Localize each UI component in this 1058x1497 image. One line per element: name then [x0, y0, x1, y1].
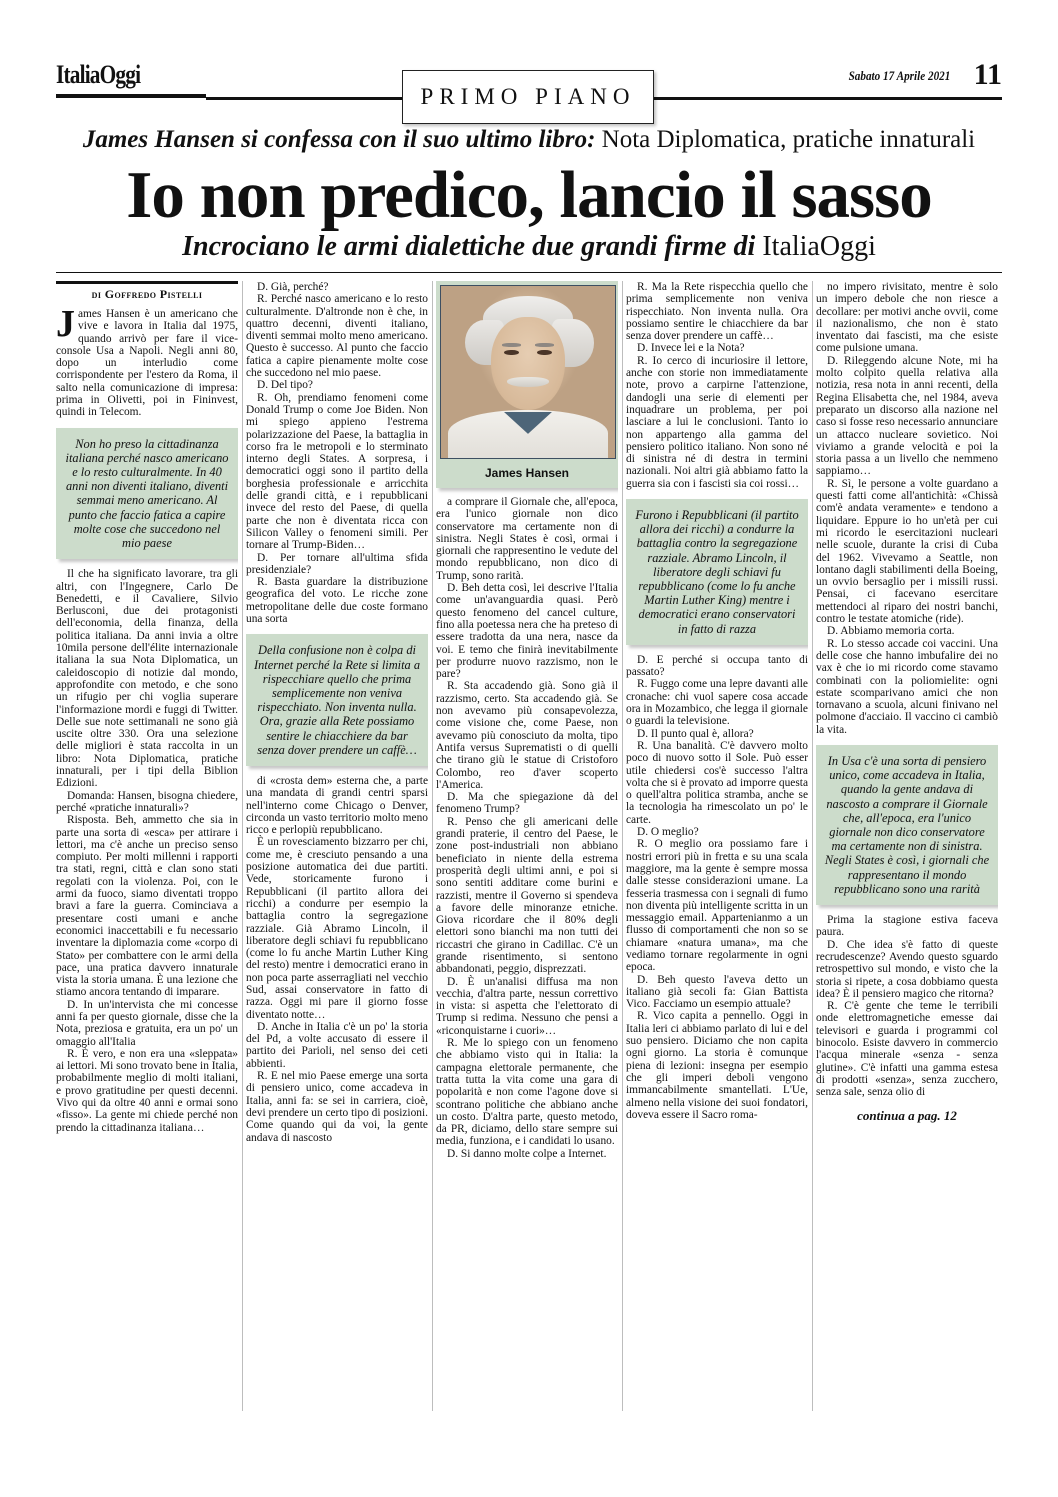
paragraph: R. Penso che gli americani delle grandi praterie, il centro del Paese, le zone post-industriali non abbiano beneficiato in niente della estrema prosperità degli ultimi anni, e poi si sono sentiti additare come burini e razzisti, mentre il Governo si spendeva a favore delle minoranze etniche. Giova ricordare che il 80% degli elettori sono bianchi ma non tutti dei riccastri che girano in Cadillac. C'è un grande risentimento, si sentono abbandonati, peggio, disprezzati. — [436, 815, 618, 976]
paragraph: R. È vero, e non era una «sleppata» ai lettori. Mi sono trovato bene in Italia, probabilmente meglio di molti italiani, e provo gratitudine per questi decenni. Vivo qui da oltre 40 anni e ormai sono «fisso». La gente mi chiede perché non prendo la cittadinanza italiana… — [56, 1047, 238, 1134]
byline-rule — [56, 281, 238, 284]
paragraph: Il che ha significato lavorare, tra gli altri, con l'Ingegnere, Carlo De Benedetti, e il Cavaliere, Silvio Berlusconi, due dei protagonisti dell'economia, della finanza, della politica italiana. Da anni invia a oltre 10mila persone dell'élite internazionale italiana la sua Nota Diplomatica, un caleidoscopio di notizie dal mondo, approfondite con metodo, e che sono un rifugio per chi voglia superare l'informazione mordi e fuggi di Twitter. Delle sue note settimanali ne sono già uscite oltre 330. Ora una selezione delle migliori è stata raccolta in un libro: Nota Diplomatica, pratiche innaturali, per i tipi della Biblion Edizioni. — [56, 568, 238, 790]
paragraph: D. Ma che spiegazione dà del fenomeno Trump? — [436, 791, 618, 816]
column-5 — [816, 281, 998, 1411]
paragraph: È un rovesciamento bizzarro per chi, come me, è cresciuto pensando a una posizione automatica dei due partiti. Vede, storicamente furono i Repubblicani (il partito allora dei ricchi) a condurre per esempio la battaglia contro la segregazione razziale. Già Abramo Lincoln, il liberatore degli schiavi fu repubblicano (come lo fu anche Martin Luther King del resto) mentre i democratici erano in non poca parte asserragliati nel vecchio Sud, assai conservatore in fatto di razza. Oggi mi pare il giorno fosse diventato notte… — [246, 836, 428, 1021]
pullquote-1: Non ho preso la cittadinanza italiana perché nasco americano e lo resto culturalmente. In 40 anni non diventi italiano, diventi semmai meno americano. Al punto che faccio fatica a capire molte cose che succedono nel mio paese — [56, 428, 238, 560]
paragraph: R. Lo stesso accade coi vaccini. Una delle cose che hanno imbufalire dei no vax è che io mi ricordo come stavamo combinati con la poliomielite: ogni estate scomparivano amici che non tornavano a scuola, alcuni finivano nel polmone d'acciaio. Il vaccino ci cambiò la vita. — [816, 637, 998, 736]
paragraph: D. Anche in Italia c'è un po' la storia del Pd, a volte accusato di essere il partito dei Parioli, nel senso dei ceti abbienti. — [246, 1020, 428, 1070]
logo-underline — [56, 94, 206, 98]
paragraph: D. E perché si occupa tanto di passato? — [626, 653, 808, 679]
section-kicker-label: PRIMO PIANO — [420, 84, 636, 109]
overline — [56, 126, 1002, 154]
pullquote-4: In Usa c'è una sorta di pensiero unico, come accadeva in Italia, quando la gente andava di nascosto a comprare il Giornale che, all'epoca, era l'unico giornale non dico conservatore ma certamente non di sinistra. Negli States è così, i giornali che rappresentano il mondo repubblicano sono una rarità — [816, 745, 998, 905]
paragraph: R. Me lo spiego con un fenomeno che abbiamo visto qui in Italia: la campagna elettorale permanente, che tratta tutta la vita come una gara di popolarità e non come l'agone dove si scontrano politiche che abbiano anche un costo. D'altra parte, questo metodo, da PR, diciamo, dello stare sempre sui media, funziona, e i candidati lo usano. — [436, 1037, 618, 1148]
column-4 — [626, 281, 808, 1411]
date-underline — [836, 97, 1002, 100]
paragraph: D. Abbiamo memoria corta. — [827, 625, 955, 638]
photo-caption: James Hansen — [440, 459, 614, 488]
paragraph: R. Una banalità. C'è davvero molto poco di nuovo sotto il Sole. Può esser utile chiedersi cos'è successo l'altra volta che si è provato ad imporre questa o quell'altra politica stramba, anche se la tecnologia ha rimescolato un po' le carte. — [626, 739, 808, 826]
paragraph: no impero rivisitato, mentre è solo un impero debole che non riesce a decollare: per motivi anche ovvii, come il nazionalismo, che non è stato inventato dai fascisti, ma che esiste come pulsione umana. — [816, 281, 998, 355]
column-1 — [56, 281, 238, 1411]
column-3 — [436, 281, 618, 1411]
paragraph: D. Il punto qual è, allora? — [637, 727, 754, 740]
overline-plain: Nota Diplomatica, pratiche innaturali — [595, 126, 976, 153]
paragraph: Prima la stagione estiva faceva paura. — [816, 914, 998, 939]
paragraph: D. Beh questo l'aveva detto un italiano già secoli fa: Gian Battista Vico. Facciamo un esempio attuale? — [626, 973, 808, 1011]
paragraph: D. In un'intervista che mi concesse anni fa per questo giornale, disse che la Nota, preziosa e gratuita, era un po' un omaggio all'Italia — [56, 998, 238, 1048]
publication-date: Sabato 17 Aprile 2021 — [848, 68, 950, 83]
page-title: Io non predico, lancio il sasso — [126, 158, 932, 232]
column-divider-1 — [242, 281, 243, 1411]
column-divider-4 — [812, 281, 813, 1411]
masthead — [56, 58, 1002, 120]
byline: di Goffredo Pistelli — [91, 287, 203, 301]
paragraph: D. Già, perché? — [257, 281, 329, 293]
body-top-rule — [56, 272, 1002, 273]
paragraph: D. Beh detta così, lei descrive l'Italia come un'avanguardia quasi. Però questo fenomeno del cancel culture, fino alla poetessa nera che ha preteso di essere tradotta da una nera, nasce da voi. E temo che finirà inevitabilmente per produrre nuovo razzismo, non le pare? — [436, 582, 618, 681]
overline-italic: James Hansen si confessa con il suo ultimo libro: — [82, 126, 596, 153]
paragraph: R. Perché nasco americano e lo resto culturalmente. D'altronde non è che, in quattro decenni, diventi italiano, diventi semmai molto meno americano. Questo è successo. Al punto che faccio fatica a capire pienamente molte cose che succedono nel mio paese. — [246, 293, 428, 380]
paragraph: D. Che idea s'è fatto di queste recrudescenze? Avendo questo sguardo retrospettivo sul mondo, e visto che la storia si ripete, a cosa dobbiamo questa idea? È il pensiero magico che ritorna? — [816, 938, 998, 1000]
subhead-italic: Incrociano le armi dialettiche due grandi firme di — [182, 231, 756, 262]
date-page-group — [792, 58, 1002, 100]
article-body — [56, 281, 1002, 1411]
paragraph: D. Si danno molte colpe a Internet. — [447, 1147, 607, 1160]
paragraph: R. Sta accadendo già. Sono già il razzismo, certo. Sta accadendo già. Se non avevamo più consapevolezza, come visione che, come Paese, non avevamo più conosciuto da molta, tipo Antifa versus Suprematisti o di quelli che tirano giù le statue di Cristoforo Colombo, reo d'aver scoperto l'America. — [436, 680, 618, 791]
paragraph: D. È un'analisi diffusa ma non vecchia, d'altra parte, nessun correttivo in vista: si aspetta che l'elettorato di Trump si redima. Nessuno che pensi a «riconquistarne i cuori»… — [436, 975, 618, 1037]
subheadline — [56, 232, 1002, 263]
paragraph: R. Sì, le persone a volte guardano a questi fatti come all'antichità: «Chissà com'è andata veramente» e tendono a liquidare. Eppure io ho un'età per cui mi ricordo le esercitazioni nucleari nelle scuole, durante la crisi di Cuba del 1962. Vivevamo a Seattle, non lontano dagli stabilimenti della Boeing, un ovvio bersaglio per i missili russi. Pensai, ci facevano esercitare mettendoci al riparo dei nostri banchi, contro le testate atomiche (ride). — [816, 477, 998, 626]
header-rule-left — [206, 97, 412, 100]
column-divider-2 — [432, 281, 433, 1411]
paragraph: D. Rileggendo alcune Note, mi ha molto colpito quella relativa alla notizia, resa nota in anni recenti, della Regina Elisabetta che, nel 1984, aveva preparato un discorso alla nazione nel caso si fosse reso necessario annunciare un attacco nucleare sovietico. Noi viviamo a grande velocità e poi la storia passa a un livello che nemmeno sappiamo… — [816, 354, 998, 478]
paragraph: a comprare il Giornale che, all'epoca, era l'unico giornale non dico conservatore ma certamente non di sinistra. Negli States è così, ormai i giornali che rappresentino le vedute del mondo repubblicano, non dico di Trump, sono rarità. — [436, 496, 618, 582]
pullquote-2: Della confusione non è colpa di Internet perché la Rete si limita a rispecchiare quello che prima semplicemente non veniva rispecchiato. Non inventa nulla. Ora, grazie alla Rete possiamo sentire le chiacchiere da bar senza dover prendere un caffè… — [246, 634, 428, 766]
section-kicker-box — [402, 70, 654, 124]
paragraph: Risposta. Beh, ammetto che sia in parte una sorta di «esca» per attirare i lettori, ma c'è anche un preciso senso compiuto. Per molti millenni i rapporti tra stati, regni, città e clan sono stati regolati con la violenza. Poi, con le armi da fuoco, siamo diventati troppo bravi a fare la guerra. Cominciava a presentare costi umani e anche economici inaccettabili e fu necessario inventare la diplomazia come «corpo di Stato» per combattere con le armi della pace, una pratica davvero innaturale vista la storia umana. È una lezione che stiamo ancora tentando di imparare. — [56, 814, 238, 999]
paragraph: R. Fuggo come una lepre davanti alle cronache: chi vuol sapere cosa accade ora in Mozambico, che legga il giornale o guardi la televisione. — [626, 678, 808, 728]
paragraph: D. Invece lei e la Nota? — [637, 342, 745, 355]
paragraph: D. Del tipo? — [257, 379, 313, 392]
paragraph: di «crosta dem» esterna che, a parte una mandata di grandi centri sparsi nell'interno come Chicago o Denver, circonda un vasto territorio molto meno ricco e perlopiù repubblicano. — [246, 774, 428, 837]
paragraph: James Hansen è un americano che vive e lavora in Italia dal 1975, quando arrivò per fare il vice-console Usa a Napoli. Negli anni 80, dopo un interludio come corrispondente per l'estero da Roma, il salto nella comunicazione di impresa: prima in Olivetti, poi in Fininvest, quindi in Telecom. — [56, 303, 238, 419]
column-divider-3 — [622, 281, 623, 1411]
paragraph: R. Oh, prendiamo fenomeni come Donald Trump o come Joe Biden. Non mi spiego appieno l'estrema polarizzazione del Paese, la battaglia in corso fra le metropoli e lo sterminato interno degli States. A sorpresa, i democratici oggi sono il partito della borghesia professionale e arricchita delle grandi città, e i repubblicani invece del resto del Paese, di quella parte che non è diventata ricca con Silicon Valley o fenomeni simili. Per tornare al Trump-Biden… — [246, 391, 428, 552]
photo-block — [436, 281, 618, 488]
page-number: 11 — [973, 58, 1002, 91]
column-2 — [246, 281, 428, 1411]
portrait-photo — [440, 285, 616, 459]
photo-face — [491, 317, 564, 410]
paragraph: R. Basta guardare la distribuzione geografica del voto. Le ricche zone metropolitane delle due coste formano una sorta — [246, 576, 428, 626]
pullquote-3: Furono i Repubblicani (il partito allora dei ricchi) a condurre la battaglia contro la segregazione razziale. Abramo Lincoln, il liberatore degli schiavi fu repubblicano (come lo fu anche Martin Luther King) mentre i democratici erano conservatori in fatto di razza — [626, 499, 808, 645]
paragraph: R. E nel mio Paese emerge una sorta di pensiero unico, come accadeva in Italia, anni fa: se sei in carriera, cioè, devi prendere un certo tipo di posizioni. Come quando qui da voi, la gente andava di nascosto — [246, 1070, 428, 1144]
subhead-plain: ItaliaOggi — [755, 231, 876, 262]
photo-brow-left — [502, 343, 521, 347]
continues-on-page: continua a pag. 12 — [857, 1108, 957, 1124]
paragraph: D. Per tornare all'ultima sfida presidenziale? — [246, 551, 428, 576]
italiaoggi-logo[interactable]: ItaliaOggi — [56, 60, 141, 89]
paragraph: R. O meglio ora possiamo fare i nostri errori più in fretta e su una scala maggiore, ma la gente è sempre mossa dalle stesse considerazioni umane. La fesseria trasmessa con i segnali di fumo non diventa più intelligente scritta in un messaggio email. Appartenianmo a un flusso di comportamenti che non so se chiamare «natura umana», ma che vediamo tornare regolarmente in ogni epoca. — [626, 838, 808, 974]
paragraph: D. O meglio? — [637, 826, 699, 839]
paragraph: R. Io cerco di incuriosire il lettore, anche con storie non immediatamente note, provo a carpirne l'attenzione, dandogli una serie di elementi per inquadrare un problema, per poi lasciare a lui le conclusioni. Tanto io non appartengo alla gamma del pensiero politico italiano. Non sono né di sinistra né di destra in termini nazionali. Noi altri già abbiamo fatto la guerra sia con i fascisti sia coi rossi… — [626, 354, 808, 490]
photo-brow-right — [535, 343, 554, 347]
paragraph: R. C'è gente che teme le terribili onde elettromagnetiche emesse dai televisori e guarda i programmi col binocolo. Esiste davvero in commercio l'acqua minerale «senza - senza glutine». C'è infatti una gamma estesa di prodotti «senza», senza zucchero, senza sale, senza olio di — [816, 1000, 998, 1099]
paragraph: R. Vico capita a pennello. Oggi in Italia leri ci abbiamo parlato di lui e del suo pensiero. Diciamo che non capita ogni giorno. La storia è comunque piena di lezioni: insegna per esempio che gli imperi deboli vengono immancabilmente smantellati. L'Ue, almeno nella visione dei suoi fondatori, doveva essere il Sacro roma- — [626, 1010, 808, 1121]
paragraph: Domanda: Hansen, bisogna chiedere, perché «pratiche innaturali»? — [56, 789, 238, 814]
paragraph: R. Ma la Rete rispecchia quello che prima semplicemente non veniva rispecchiato. Non inventa nulla. Ora possiamo sentire le chiacchiere da bar senza dover prendere un caffè… — [626, 281, 808, 343]
